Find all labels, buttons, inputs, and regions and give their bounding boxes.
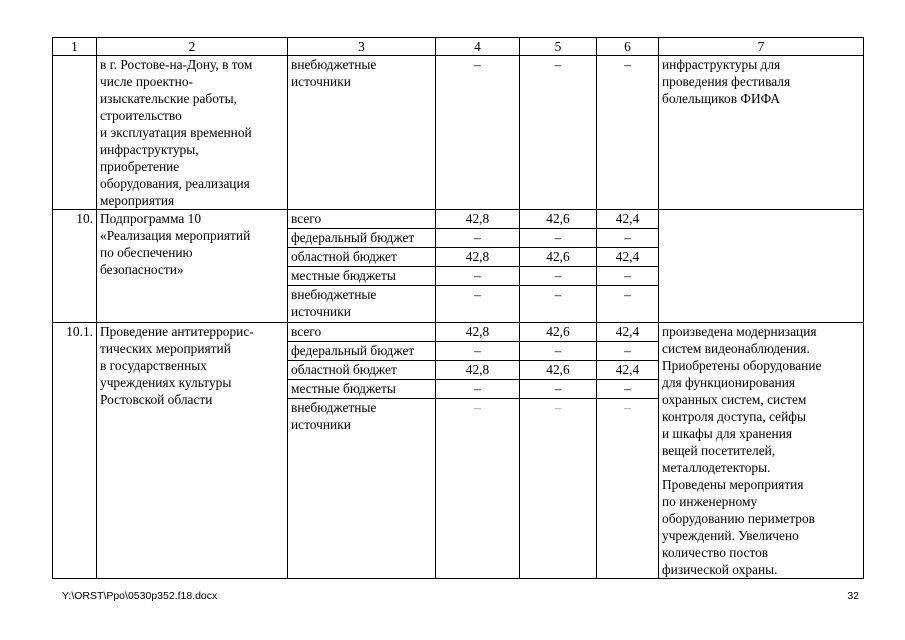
text-line: в государственных <box>100 358 207 373</box>
text-line: физической охраны. <box>662 562 778 577</box>
result-cell <box>659 56 864 210</box>
activity-name-cell <box>97 56 288 210</box>
value: 42,8 <box>436 361 519 380</box>
value: – <box>436 399 519 436</box>
text-line: Подпрограмма 10 <box>100 211 202 226</box>
result-cell <box>659 210 864 323</box>
header-cell: 4 <box>436 38 520 56</box>
value: 42,4 <box>597 248 658 267</box>
result-cell <box>659 323 864 579</box>
text-line: инфраструктуры, <box>100 142 199 157</box>
subtable <box>288 210 435 322</box>
row-number-cell <box>53 56 97 210</box>
value-col6 <box>597 323 659 579</box>
header-cell: 1 <box>53 38 97 56</box>
row-number-cell: 10. <box>53 210 97 323</box>
value-col6 <box>597 210 659 323</box>
text-line: учреждениях культуры <box>100 375 232 390</box>
table-row-10 <box>53 210 864 323</box>
funding-source-cell <box>288 210 436 323</box>
text-line: изыскательские работы, <box>100 91 237 106</box>
header-cell: 2 <box>97 38 288 56</box>
text-line: Приобретены оборудование <box>662 358 822 373</box>
footer-page-number: 32 <box>847 590 859 602</box>
text-line: количество постов <box>662 545 769 560</box>
value: – <box>436 380 519 399</box>
text-line: для функционирования <box>662 375 796 390</box>
text-line: числе проектно- <box>100 74 193 89</box>
source-label: областной бюджет <box>288 361 435 380</box>
text-line: Проведены мероприятия <box>662 477 804 492</box>
funding-source-cell <box>288 323 436 579</box>
text-line: оборудованию периметров <box>662 511 815 526</box>
value: 42,6 <box>546 324 570 339</box>
header-cell: 3 <box>288 38 436 56</box>
text-line: инфраструктуры для <box>662 57 781 72</box>
value: – <box>597 399 658 436</box>
value: 42,4 <box>615 211 640 226</box>
text-line: источники <box>291 417 351 432</box>
text-line: металлодетекторы. <box>662 460 771 475</box>
text-line: мероприятия <box>100 193 175 208</box>
text-line: в г. Ростове-на-Дону, в том <box>100 57 253 72</box>
text-line: проведения фестиваля <box>662 74 791 89</box>
value: – <box>597 380 658 399</box>
subtable <box>597 210 658 322</box>
value: 42,6 <box>520 361 596 380</box>
value: 42,6 <box>546 211 570 226</box>
subtable <box>520 210 596 322</box>
value: 42,8 <box>465 324 490 339</box>
value: – <box>520 286 596 323</box>
subtable <box>436 210 519 322</box>
source-label: областной бюджет <box>288 248 435 267</box>
value: – <box>597 267 658 286</box>
source-label: федеральный бюджет <box>288 229 435 248</box>
text-line: и эксплуатация временной <box>100 125 252 140</box>
value-col6: – <box>597 56 659 210</box>
text-line: оборудования, реализация <box>100 176 250 191</box>
value: – <box>597 286 658 323</box>
source-label: всего <box>291 211 322 226</box>
value: – <box>520 380 596 399</box>
text-line: строительство <box>100 108 182 123</box>
text-line: тических мероприятий <box>100 341 231 356</box>
budget-table <box>52 37 864 579</box>
value: – <box>436 342 519 361</box>
value: – <box>436 229 519 248</box>
subtable <box>597 323 658 435</box>
text-line: Проведение антитеррорис- <box>100 324 254 339</box>
source-label: местные бюджеты <box>288 380 435 399</box>
value-col5 <box>520 210 597 323</box>
source-label: федеральный бюджет <box>288 342 435 361</box>
value: 42,4 <box>615 324 640 339</box>
text-line: внебюджетные <box>291 287 377 302</box>
value-col5 <box>520 323 597 579</box>
value: – <box>520 267 596 286</box>
value-col4 <box>436 210 520 323</box>
text-line: источники <box>291 304 351 319</box>
value: 42,4 <box>597 361 658 380</box>
text-line: по обеспечению <box>100 245 193 260</box>
table-row-10-1 <box>53 323 864 579</box>
value: 42,8 <box>465 211 490 226</box>
subtable <box>520 323 596 435</box>
text-line: внебюджетные <box>291 400 377 415</box>
source-label: местные бюджеты <box>288 267 435 286</box>
header-cell: 5 <box>520 38 597 56</box>
header-cell: 6 <box>597 38 659 56</box>
text-line: источники <box>291 74 351 89</box>
footer-file-path: Y:\ORST\Ppo\0530p352.f18.docx <box>62 590 218 602</box>
text-line: приобретение <box>100 159 180 174</box>
text-line: внебюджетные <box>291 57 377 72</box>
row-number-cell: 10.1. <box>53 323 97 579</box>
text-line: учреждений. Увеличено <box>662 528 799 543</box>
value: 42,8 <box>436 248 519 267</box>
text-line: произведена модернизация <box>662 324 817 339</box>
funding-source-cell <box>288 56 436 210</box>
text-line: контроля доступа, сейфы <box>662 409 806 424</box>
value-col4 <box>436 323 520 579</box>
value-col5: – <box>520 56 597 210</box>
text-line: охранных систем, систем <box>662 392 807 407</box>
value: – <box>436 286 519 323</box>
text-line: болельщиков ФИФА <box>662 91 781 106</box>
activity-name-cell <box>97 323 288 579</box>
column-number-row <box>53 38 864 56</box>
value: – <box>520 229 596 248</box>
text-line: и шкафы для хранения <box>662 426 793 441</box>
value: – <box>520 342 596 361</box>
value: – <box>436 267 519 286</box>
value: – <box>597 342 658 361</box>
source-label <box>288 286 435 323</box>
text-line: «Реализация мероприятий <box>100 228 251 243</box>
value-col4: – <box>436 56 520 210</box>
text-line: безопасности» <box>100 262 184 277</box>
subtable <box>288 323 435 435</box>
activity-name-cell <box>97 210 288 323</box>
value: – <box>520 399 596 436</box>
subtable <box>436 323 519 435</box>
source-label <box>288 399 435 436</box>
value: – <box>597 229 658 248</box>
table-row-continuation <box>53 56 864 210</box>
text-line: систем видеонаблюдения. <box>662 341 810 356</box>
header-cell: 7 <box>659 38 864 56</box>
value: 42,6 <box>520 248 596 267</box>
text-line: по инженерному <box>662 494 758 509</box>
source-label: всего <box>291 324 322 339</box>
text-line: вещей посетителей, <box>662 443 776 458</box>
text-line: Ростовской области <box>100 392 213 407</box>
